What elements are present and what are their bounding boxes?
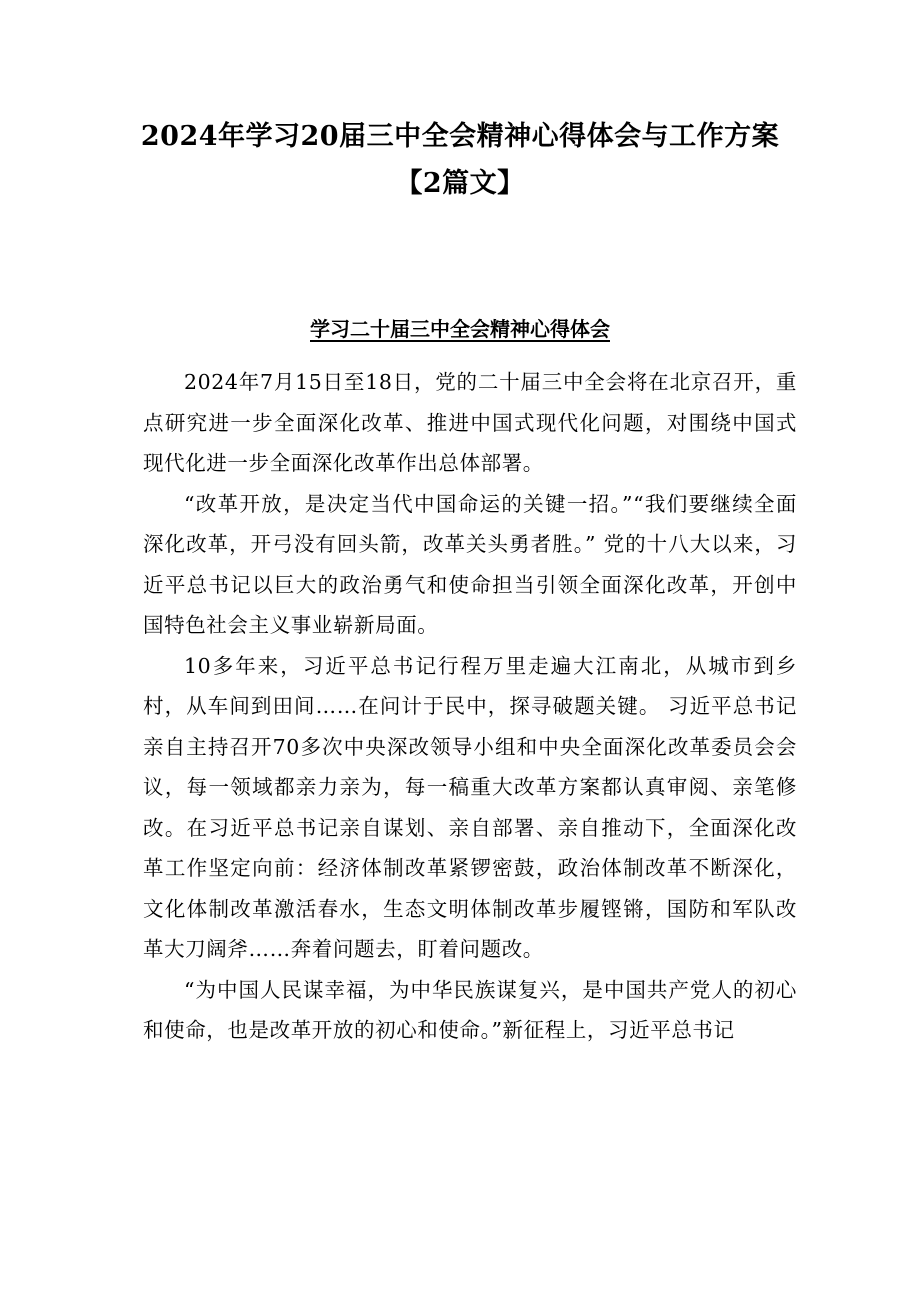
paragraph: 10多年来，习近平总书记行程万里走遍大江南北，从城市到乡村，从车间到田间……在问计于民中，探寻破题关键。 习近平总书记亲自主持召开70多次中央深改领导小组和中央全面深化改革委员会会议，每一领域都亲力亲为，每一稿重大改革方案都认真审阅、亲笔修改。在习近平总书记亲自谋划、亲自部署、亲自推动下，全面深化改革工作坚定向前：经济体制改革紧锣密鼓，政治体制改革不断深化，文化体制改革激活春水，生态文明体制改革步履铿锵，国防和军队改革大刀阔斧……奔着问题去，盯着问题改。 <box>143 653 797 961</box>
section-heading <box>100 314 820 344</box>
paragraph: “改革开放，是决定当代中国命运的关键一招。”“我们要继续全面深化改革，开弓没有回头箭，改革关头勇者胜。” 党的十八大以来，习近平总书记以巨大的政治勇气和使命担当引领全面深化改革，开创中国特色社会主义事业崭新局面。 <box>143 491 797 637</box>
paragraph: 2024年7月15日至18日，党的二十届三中全会将在北京召开，重点研究进一步全面深化改革、推进中国式现代化问题，对围绕中国式现代化进一步全面深化改革作出总体部署。 <box>143 370 797 475</box>
document-title-line-2: 【2篇文】 <box>395 168 525 199</box>
document-title-line-1: 2024年学习20届三中全会精神心得体会与工作方案 <box>140 121 780 152</box>
paragraph: “为中国人民谋幸福，为中华民族谋复兴，是中国共产党人的初心和使命，也是改革开放的初心和使命。”新征程上，习近平总书记 <box>143 977 797 1042</box>
article-body <box>143 362 797 1051</box>
section-heading-text: 学习二十届三中全会精神心得体会 <box>310 317 610 341</box>
